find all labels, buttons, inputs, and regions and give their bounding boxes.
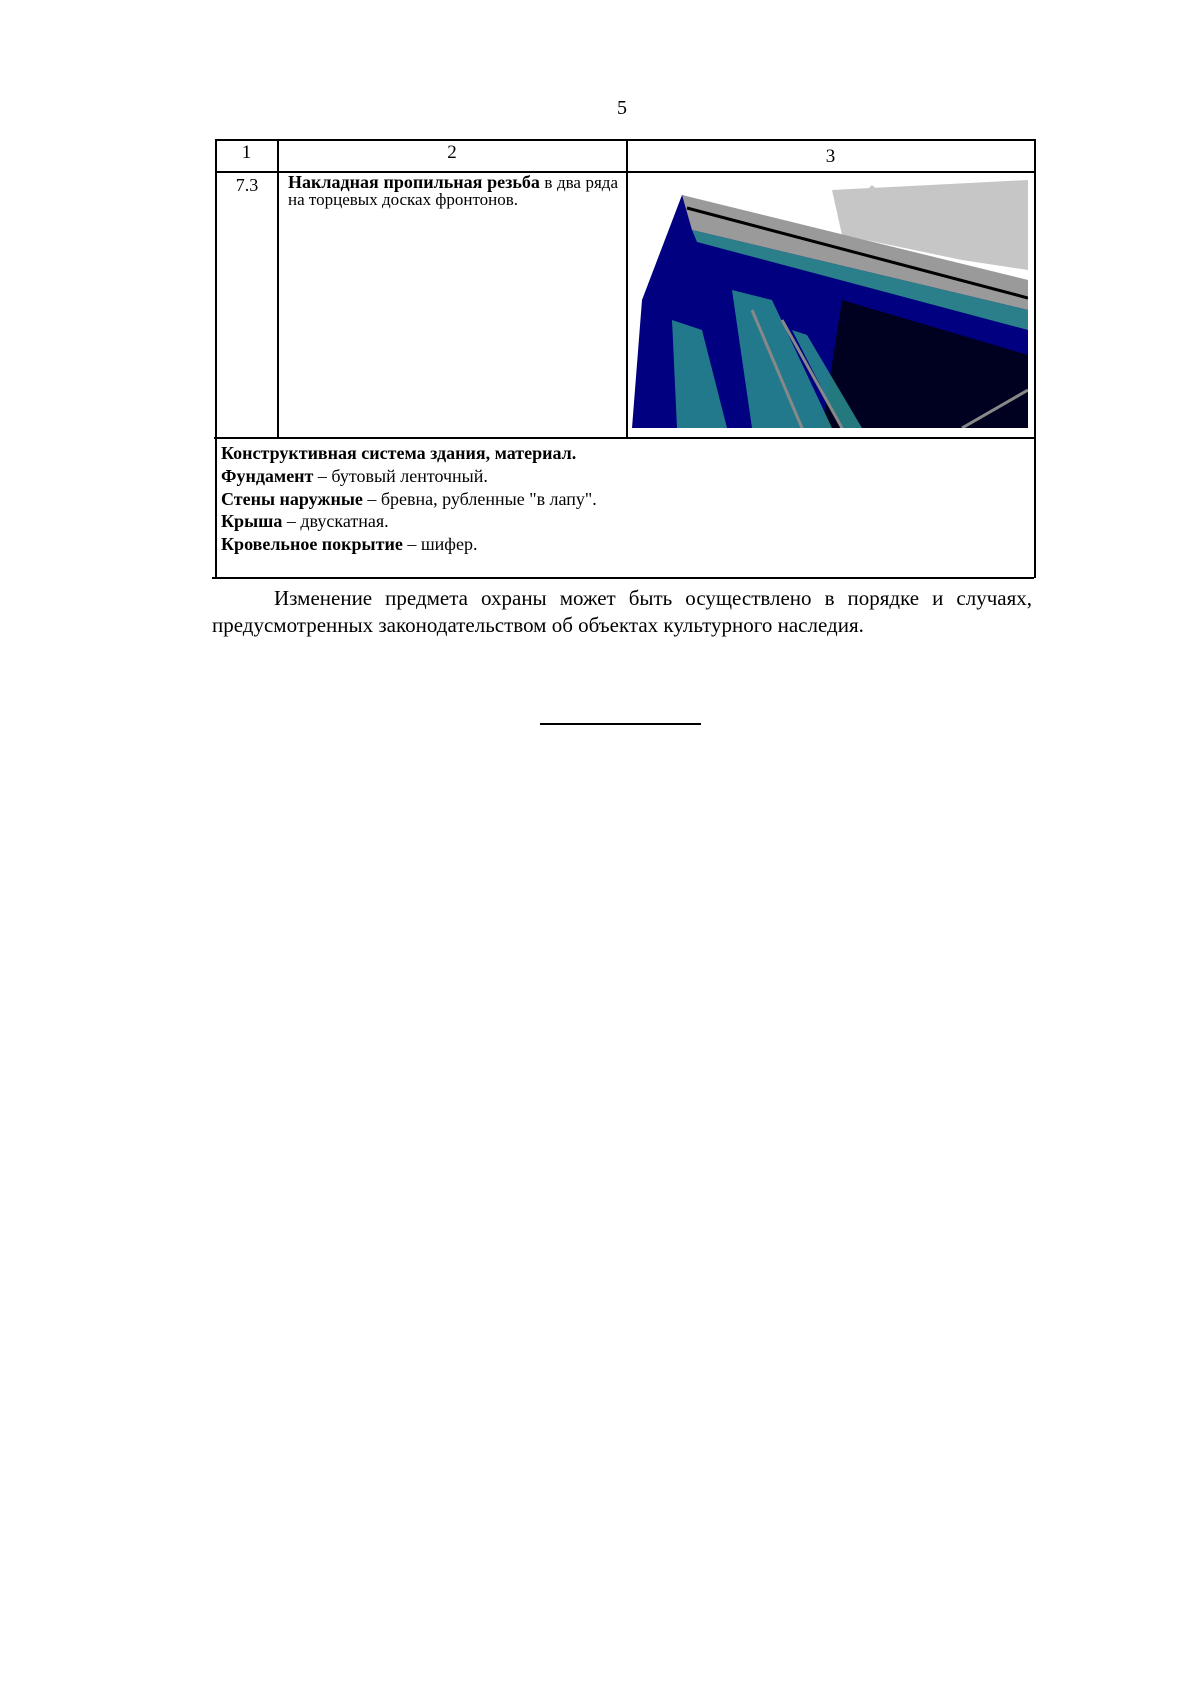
row-divider [214, 437, 1036, 439]
item-label: Фундамент [221, 465, 314, 486]
table-border-left [215, 139, 217, 578]
page-number: 5 [617, 97, 627, 119]
header-col-1: 1 [241, 142, 252, 163]
row-description [288, 174, 618, 208]
item-value: – двускатная. [282, 511, 389, 532]
construction-item [221, 488, 597, 511]
construction-item [221, 510, 597, 533]
table-border-bottom [212, 577, 1034, 579]
construction-section [221, 442, 597, 556]
construction-item [221, 533, 597, 556]
gable-carving-photo [632, 180, 1028, 428]
item-label: Крыша [221, 511, 283, 532]
row-title: Накладная пропильная резьба [288, 172, 540, 192]
item-label: Стены наружные [221, 488, 363, 509]
closing-paragraph: Изменение предмета охраны может быть осуществлено в порядке и случаях, предусмотренных законодательством об объектах культурного наследия. [212, 586, 1032, 637]
construction-item [221, 465, 597, 488]
col-divider-2 [626, 141, 628, 438]
header-col-2: 2 [447, 142, 457, 163]
item-value: – шифер. [402, 534, 478, 555]
row-number: 7.3 [235, 175, 259, 195]
header-col-3: 3 [825, 146, 836, 167]
construction-heading: Конструктивная система здания, материал. [221, 443, 577, 463]
row-text: в два ряда на торцевых досках фронтонов. [288, 173, 618, 209]
item-value: – бревна, рубленные "в лапу". [362, 488, 597, 509]
item-label: Кровельное покрытие [221, 534, 403, 555]
table-border-right [1034, 140, 1036, 578]
col-divider-1 [277, 140, 279, 438]
end-rule [540, 723, 701, 725]
item-value: – бутовый ленточный. [313, 465, 488, 486]
